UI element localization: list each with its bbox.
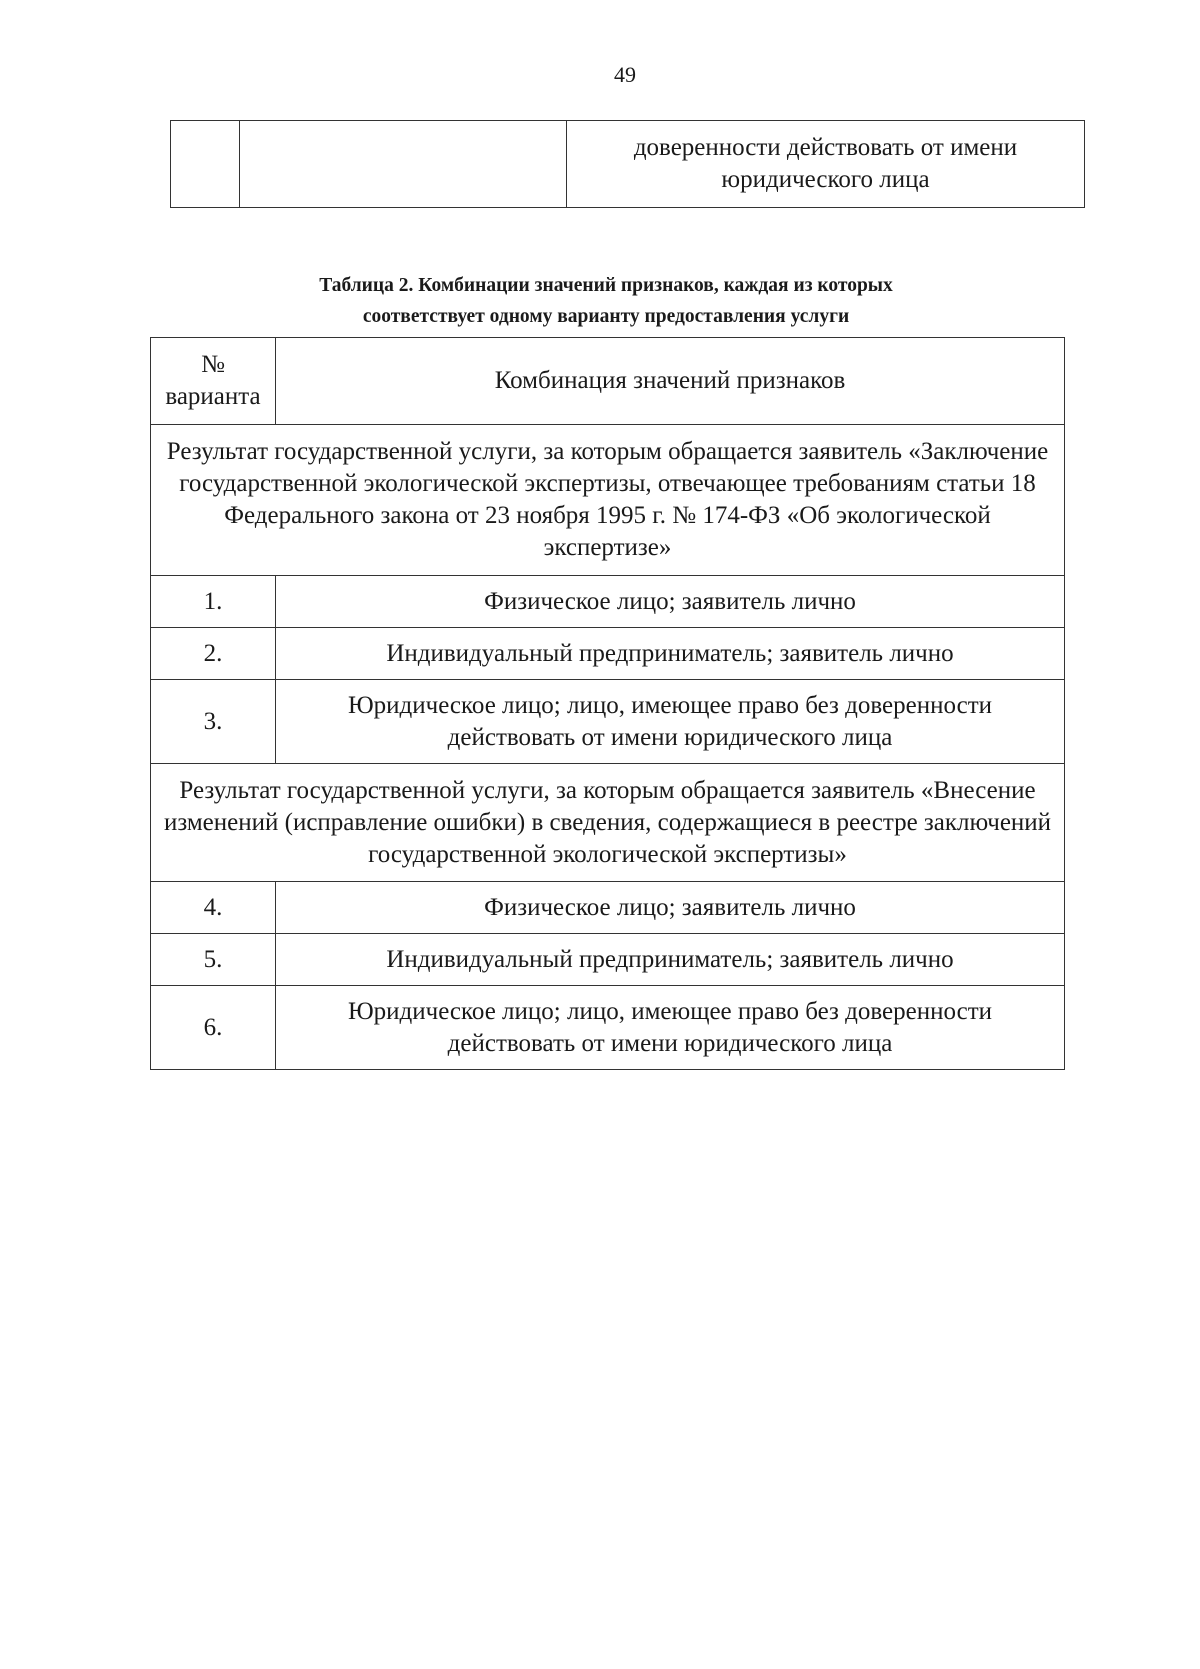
table-cell-text: доверенности действовать от имени юридического лица <box>567 121 1085 208</box>
header-variant-label: варианта <box>165 383 261 410</box>
header-num-sign: № <box>201 351 225 378</box>
table-caption-line: Таблица 2. Комбинации значений признаков, каждая из которых <box>319 275 893 296</box>
variant-combination: Физическое лицо; заявитель лично <box>276 882 1065 934</box>
variant-combination: Индивидуальный предприниматель; заявитель лично <box>276 628 1065 680</box>
group-title: Результат государственной услуги, за которым обращается заявитель «Заключение государственной экологической экспертизы, отвечающее требованиям статьи 18 Федерального закона от 23 ноября 1995 г. № 174-ФЗ «Об экологической экспертизе» <box>151 425 1065 576</box>
page-number: 49 <box>614 62 636 87</box>
table-row <box>151 576 1065 628</box>
variant-combination: Юридическое лицо; лицо, имеющее право без доверенности действовать от имени юридического лица <box>276 680 1065 764</box>
table-row <box>151 986 1065 1070</box>
table-row <box>171 121 1085 208</box>
variant-number: 2. <box>151 628 276 680</box>
table-caption <box>150 270 1062 332</box>
table-cell-empty <box>171 121 240 208</box>
variant-combination: Индивидуальный предприниматель; заявитель лично <box>276 934 1065 986</box>
header-variant-number <box>151 338 276 425</box>
table-cell-empty <box>240 121 567 208</box>
variant-combination: Физическое лицо; заявитель лично <box>276 576 1065 628</box>
table-row <box>151 882 1065 934</box>
table-row <box>151 628 1065 680</box>
continued-table <box>170 120 1085 208</box>
table-row <box>151 680 1065 764</box>
table-caption-line: соответствует одному варианту предоставления услуги <box>362 306 850 327</box>
table-row <box>151 934 1065 986</box>
table-header-row <box>151 338 1065 425</box>
variant-number: 3. <box>151 680 276 764</box>
variant-number: 6. <box>151 986 276 1070</box>
group-row <box>151 425 1065 576</box>
variant-number: 4. <box>151 882 276 934</box>
variant-number: 5. <box>151 934 276 986</box>
group-row <box>151 764 1065 882</box>
variant-combination: Юридическое лицо; лицо, имеющее право без доверенности действовать от имени юридического лица <box>276 986 1065 1070</box>
variants-table <box>150 337 1065 1070</box>
header-combination: Комбинация значений признаков <box>276 338 1065 425</box>
group-title: Результат государственной услуги, за которым обращается заявитель «Внесение изменений (исправление ошибки) в сведения, содержащиеся в реестре заключений государственной экологической экспертизы» <box>151 764 1065 882</box>
variant-number: 1. <box>151 576 276 628</box>
